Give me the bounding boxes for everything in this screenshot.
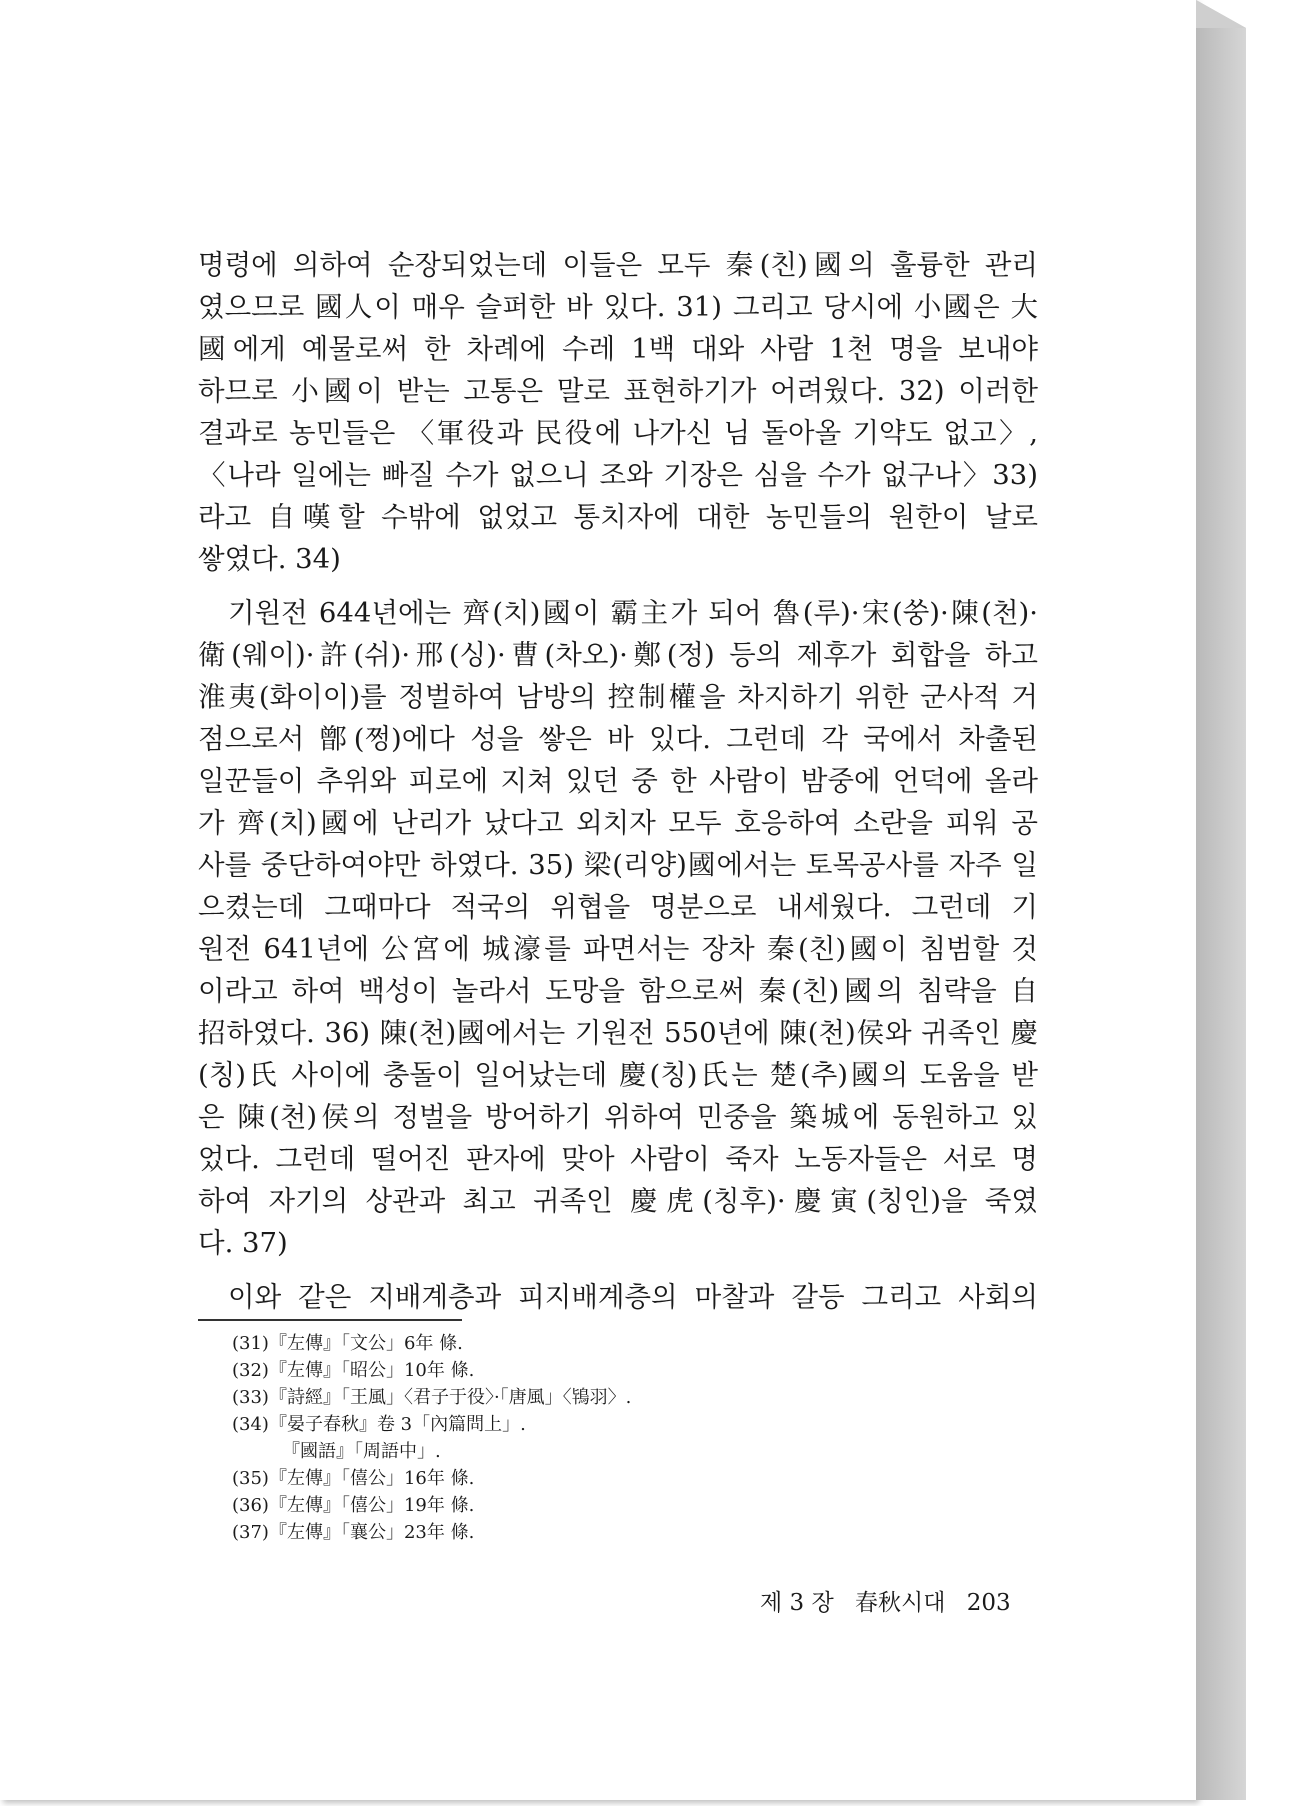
- text-line: 가 齊(치)國에 난리가 났다고 외치자 모두 호응하여 소란을 피워 공: [198, 807, 1038, 839]
- text-line: 명령에 의하여 순장되었는데 이들은 모두 秦(친)國의 훌륭한 관리: [198, 249, 1038, 281]
- text-line: 사를 중단하여야만 하였다. 35) 梁(리양)國에서는 토목공사를 자주 일: [198, 849, 1038, 881]
- text-line: 이라고 하여 백성이 놀라서 도망을 함으로써 秦(친)國의 침략을 自: [198, 975, 1038, 1007]
- footnote-rule: [198, 1319, 462, 1321]
- text-line: 淮夷(화이이)를 정벌하여 남방의 控制權을 차지하기 위한 군사적 거: [198, 681, 1038, 713]
- text-line: 衛(웨이)·許(쉬)·邢(싱)·曹(차오)·鄭(정) 등의 제후가 회합을 하고: [198, 639, 1038, 671]
- text-line: 國에게 예물로써 한 차례에 수레 1백 대와 사람 1천 명을 보내야: [198, 333, 1038, 365]
- chapter-title: 春秋시대: [855, 1590, 946, 1616]
- footnote: (35)『左傳』「僖公」16年 條.: [232, 1468, 475, 1489]
- text-line: 으켰는데 그때마다 적국의 위협을 명분으로 내세웠다. 그런데 기: [198, 891, 1038, 923]
- footnote: (32)『左傳』「昭公」10年 條.: [232, 1360, 475, 1381]
- text-line: 쌓였다. 34): [198, 543, 341, 575]
- text-line: 招하였다. 36) 陳(천)國에서는 기원전 550년에 陳(천)侯와 귀족인 慶: [198, 1017, 1038, 1049]
- text-line: 었다. 그런데 떨어진 판자에 맞아 사람이 죽자 노동자들은 서로 명: [198, 1143, 1038, 1175]
- text-line: 〈나라 일에는 빠질 수가 없으니 조와 기장은 심을 수가 없구나〉33): [198, 459, 1038, 491]
- text-line: 하여 자기의 상관과 최고 귀족인 慶虎(칭후)·慶寅(칭인)을 죽였: [198, 1185, 1038, 1217]
- footnote: (37)『左傳』「襄公」23年 條.: [232, 1522, 475, 1543]
- body-text: [198, 244, 1038, 1318]
- text-line: 원전 641년에 公宮에 城濠를 파면서는 장차 秦(친)國이 침범할 것: [198, 933, 1038, 965]
- footnote: (33)『詩經』「王風」〈君子于役〉·「唐風」〈鴇羽〉.: [232, 1387, 632, 1408]
- text-line: 였으므로 國人이 매우 슬퍼한 바 있다. 31) 그리고 당시에 小國은 大: [198, 291, 1038, 323]
- text-line: 다. 37): [198, 1227, 288, 1259]
- footnote: (31)『左傳』「文公」6年 條.: [232, 1333, 463, 1354]
- page-stack-edge: [1196, 0, 1246, 1800]
- text-line: 기원전 644년에는 齊(치)國이 霸主가 되어 魯(루)·宋(쑹)·陳(천)·: [228, 597, 1038, 629]
- text-line: (칭)氏 사이에 충돌이 일어났는데 慶(칭)氏는 楚(추)國의 도움을 받: [198, 1059, 1038, 1091]
- footnote: 『國語』「周語中」.: [282, 1441, 441, 1462]
- text-line: 점으로서 鄫(쩡)에다 성을 쌓은 바 있다. 그런데 각 국에서 차출된: [198, 723, 1038, 755]
- text-line: 결과로 농민들은 〈軍役과 民役에 나가신 님 돌아올 기약도 없고〉,: [198, 417, 1038, 449]
- running-footer: [760, 1584, 1025, 1617]
- text-line: 은 陳(천)侯의 정벌을 방어하기 위하여 민중을 築城에 동원하고 있: [198, 1101, 1038, 1133]
- chapter-label: 제 3 장: [760, 1590, 834, 1616]
- text-line: 이와 같은 지배계층과 피지배계층의 마찰과 갈등 그리고 사회의: [228, 1281, 1038, 1313]
- footnotes: [232, 1330, 932, 1546]
- text-line: 라고 自嘆할 수밖에 없었고 통치자에 대한 농민들의 원한이 날로: [198, 501, 1038, 533]
- text-line: 일꾼들이 추위와 피로에 지쳐 있던 중 한 사람이 밤중에 언덕에 올라: [198, 765, 1038, 797]
- page-stack-top: [1196, 0, 1246, 28]
- footnote: (36)『左傳』「僖公」19年 條.: [232, 1495, 475, 1516]
- footnote: (34)『晏子春秋』卷 3「內篇問上」.: [232, 1414, 526, 1435]
- text-line: 하므로 小國이 받는 고통은 말로 표현하기가 어려웠다. 32) 이러한: [198, 375, 1038, 407]
- page-number: 203: [966, 1590, 1011, 1616]
